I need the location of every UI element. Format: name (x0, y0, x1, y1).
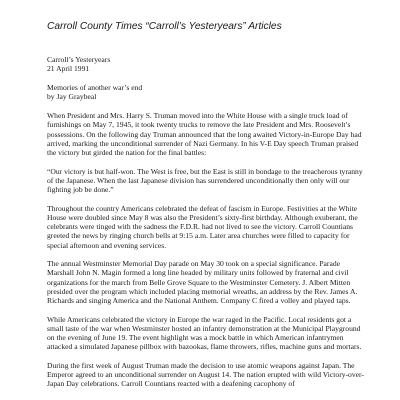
spacer (47, 101, 365, 111)
document-header-title: Carroll County Times “Carroll’s Yesteryears” Articles (47, 21, 282, 32)
spacer (47, 74, 365, 83)
article-paragraph: Throughout the country Americans celebrated the defeat of fascism in Europe. Festivities at the White House were doubled since May 8 was also the President’s sixty-first birthday. Although exuberant, the celebrants were tinged with the sadness the F.D.R. had not lived to see the victory. Carroll Countians greeted the news by ringing church bells at 9:15 a.m. Later area churches were filled to capacity for special afternoon and evening services. (47, 203, 358, 250)
article-paragraph: The annual Westminster Memorial Day parade on May 30 took on a special significance. Parade Marshall John N. Magin formed a long line headed by military units followed by fraternal and civil organizations for the march from Belle Grove Square to the Westminster Cemetery. J. Albert Mitten presided over the program which included placing memorial wreaths, an address by the Rev. James A. Richards and singing America and the National Anthem. Company C fired a volley and played taps. (47, 259, 358, 306)
article-paragraph: When President and Mrs. Harry S. Truman moved into the White House with a single truck load of furnishings on May 7, 1945, it took twenty trucks to remove the late President and Mrs. Roosevelt’s possessions. On the following day Truman announced that the long awaited Victory-in-Europe Day had arrived, marking the unconditional surrender of Nazi Germany. In his V-E Day speech Truman praised the victory but girded the nation for the final battles: (47, 111, 362, 158)
article-title: Memories of another war’s end (47, 82, 143, 92)
article-date: 21 April 1991 (47, 64, 90, 74)
article-body (47, 55, 365, 398)
article-byline: by Jay Graybeal (47, 91, 97, 101)
article-paragraph: During the first week of August Truman made the decision to use atomic weapons against Japan. The Emperor agreed to an unconditional surrender on August 14. The nation erupted with wild Victory-over-Japan Day celebrations. Carroll Countians reacted with a deafening cacophony of (47, 360, 364, 389)
column-name: Carroll’s Yesteryears (47, 55, 111, 64)
article-paragraph: “Our victory is but half-won. The West is free, but the East is still in bondage to the treacherous tyranny of the Japanese. When the last Japanese division has surrendered unconditionally then only will our fighting job be done.” (47, 166, 363, 195)
article-paragraph: While Americans celebrated the victory in Europe the war raged in the Pacific. Local residents got a small taste of the war when Westminster hosted an infantry demonstration at the Municipal Playground on the evening of June 19. The event highlight was a mock battle in which American infantrymen attacked a simulated Japanese pillbox with bazookas, flame throwers, rifles, machine guns and mortars. (47, 314, 362, 352)
